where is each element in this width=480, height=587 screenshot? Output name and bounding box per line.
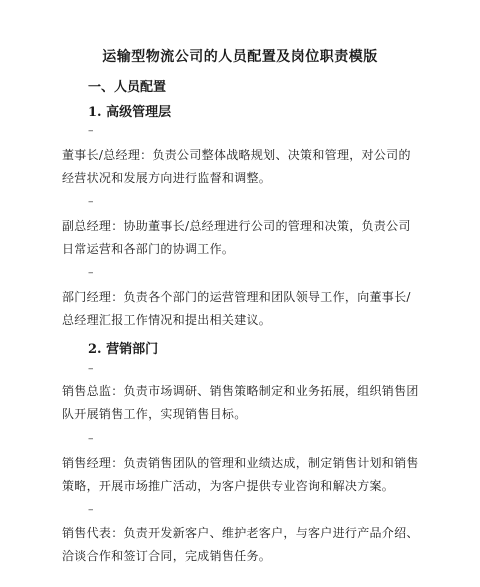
dash-marker: – xyxy=(88,266,94,279)
subheading-senior-management: 1. 高级管理层 xyxy=(88,105,172,120)
dash-marker: – xyxy=(88,124,94,137)
document-title: 运输型物流公司的人员配置及岗位职责模版 xyxy=(102,49,378,65)
dash-marker: – xyxy=(88,432,94,445)
paragraph-dept-manager: 部门经理：负责各个部门的运营管理和团队领导工作，向董事长/总经理汇报工作情况和提出相关建议。 xyxy=(62,290,411,327)
paragraph-sales-manager: 销售经理：负责销售团队的管理和业绩达成，制定销售计划和销售策略，开展市场推广活动，为客户提供专业咨询和解决方案。 xyxy=(62,456,419,493)
dash-marker: – xyxy=(88,503,94,516)
paragraph-chairman: 董事长/总经理：负责公司整体战略规划、决策和管理，对公司的经营状况和发展方向进行监督和调整。 xyxy=(62,148,411,185)
paragraph-vice-gm: 副总经理：协助董事长/总经理进行公司的管理和决策，负责公司日常运营和各部门的协调工作。 xyxy=(62,219,411,256)
dash-marker: – xyxy=(88,362,94,375)
paragraph-sales-director: 销售总监：负责市场调研、销售策略制定和业务拓展，组织销售团队开展销售工作，实现销售目标。 xyxy=(62,384,419,421)
paragraph-sales-rep: 销售代表：负责开发新客户、维护老客户，与客户进行产品介绍、洽谈合作和签订合同，完成销售任务。 xyxy=(62,526,419,563)
dash-marker: – xyxy=(88,195,94,208)
section-heading-staffing: 一、人员配置 xyxy=(88,80,167,95)
subheading-marketing: 2. 营销部门 xyxy=(88,342,159,357)
